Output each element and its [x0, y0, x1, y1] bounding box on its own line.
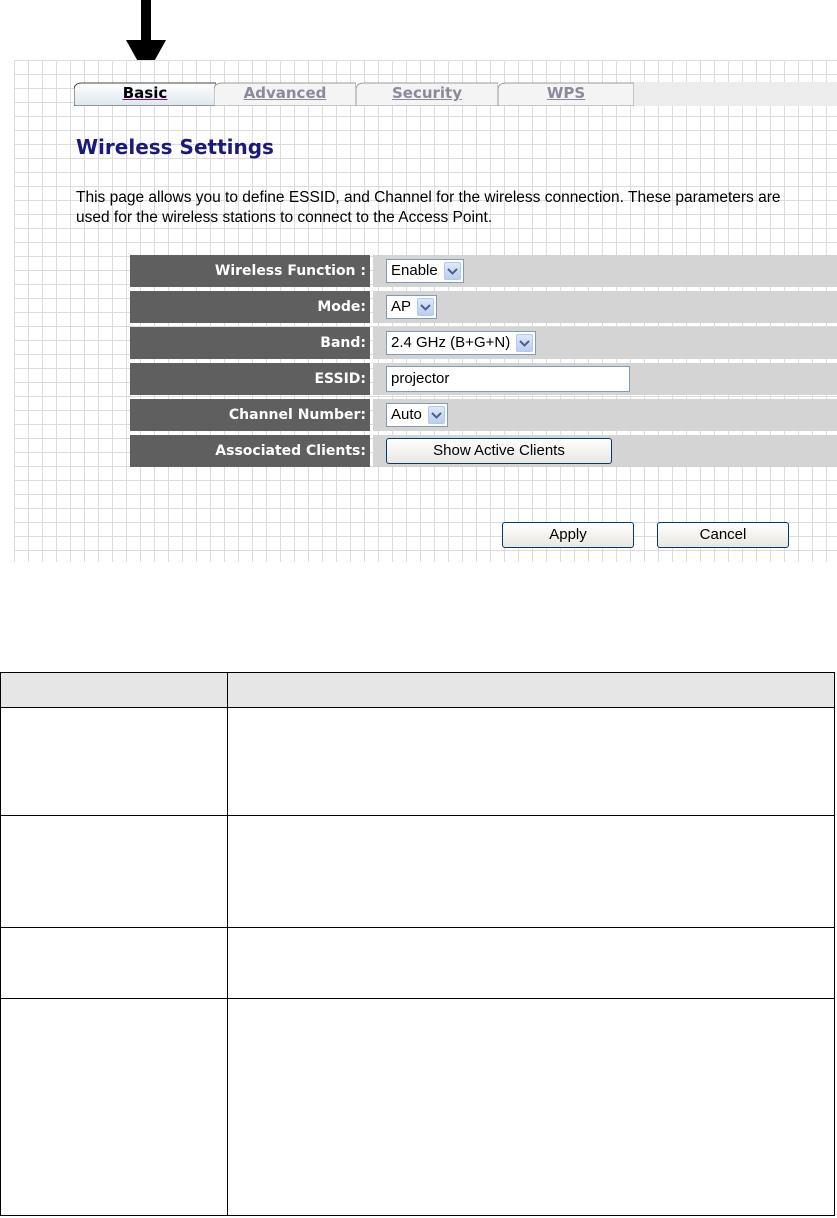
table-row-divider — [1, 815, 834, 816]
tab-advanced-label: Advanced — [243, 84, 327, 102]
chevron-down-icon — [429, 407, 444, 423]
apply-button[interactable]: Apply — [502, 522, 634, 548]
show-active-clients-button[interactable]: Show Active Clients — [386, 438, 612, 464]
tab-advanced[interactable] — [214, 82, 356, 106]
mode-label: Mode: — [130, 291, 370, 323]
tab-bar — [74, 82, 837, 106]
tab-wps-label: WPS — [546, 84, 586, 102]
row-channel — [130, 399, 837, 431]
associated-clients-label: Associated Clients: — [130, 435, 370, 467]
table-row-divider — [1, 998, 834, 999]
mode-select[interactable] — [386, 295, 437, 319]
page-description: This page allows you to define ESSID, and Channel for the wireless connection. These parameters are used for the wireless stations to connect to the Access Point. — [76, 189, 781, 226]
channel-label: Channel Number: — [130, 399, 370, 431]
essid-label: ESSID: — [130, 363, 370, 395]
band-select[interactable] — [386, 331, 536, 355]
tab-wps[interactable] — [498, 82, 634, 106]
tab-security[interactable] — [356, 82, 498, 106]
wireless-function-label: Wireless Function : — [130, 255, 370, 287]
table-header-row — [1, 673, 834, 708]
wireless-settings-form — [130, 255, 837, 471]
row-essid — [130, 363, 837, 395]
tab-security-label: Security — [391, 84, 463, 102]
chevron-down-icon — [418, 299, 433, 315]
row-band — [130, 327, 837, 359]
row-associated-clients — [130, 435, 837, 467]
page-title: Wireless Settings — [76, 135, 274, 159]
cancel-button[interactable]: Cancel — [657, 522, 789, 548]
band-label: Band: — [130, 327, 370, 359]
router-settings-screenshot — [14, 60, 837, 562]
channel-value: Auto — [391, 406, 422, 423]
chevron-down-icon — [445, 263, 460, 279]
chevron-down-icon — [517, 335, 532, 351]
mode-value: AP — [391, 298, 412, 315]
wireless-function-select[interactable] — [386, 259, 464, 283]
channel-select[interactable] — [386, 403, 448, 427]
row-wireless-function — [130, 255, 837, 287]
table-row-divider — [1, 927, 834, 928]
band-value: 2.4 GHz (B+G+N) — [391, 334, 511, 351]
description-table — [0, 672, 835, 1216]
essid-input[interactable]: projector — [386, 366, 630, 392]
tab-basic[interactable] — [74, 82, 216, 106]
row-mode — [130, 291, 837, 323]
tab-basic-label: Basic — [122, 84, 168, 102]
wireless-function-value: Enable — [391, 262, 438, 279]
